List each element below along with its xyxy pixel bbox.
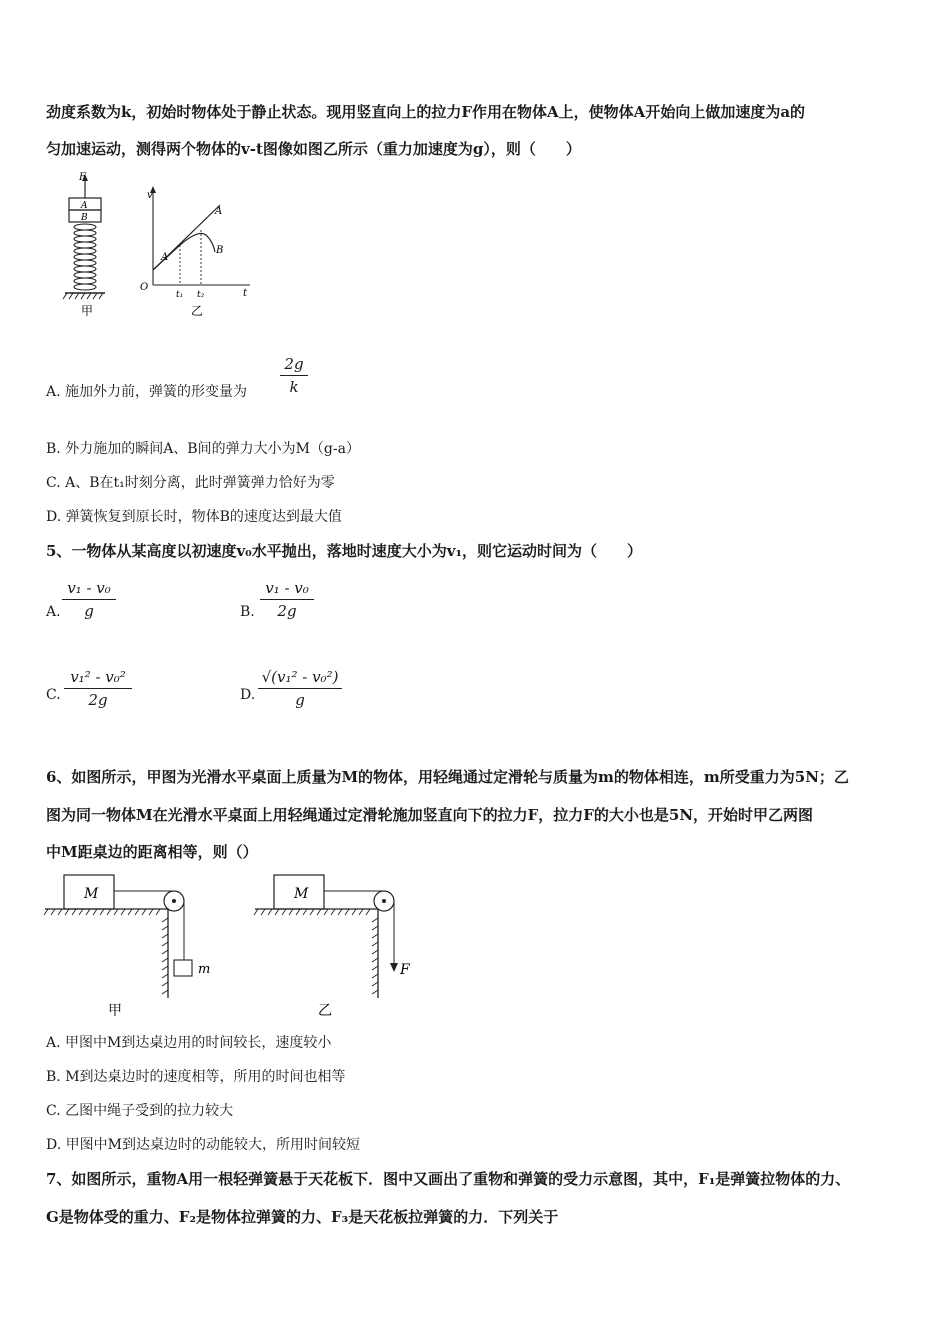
- fig-label-F: F: [79, 172, 86, 183]
- q6-option-c: C. 乙图中绳子受到的拉力较大: [46, 1103, 234, 1119]
- q5-option-d-denominator: g: [295, 691, 305, 709]
- q6-fig-right-F: F: [400, 962, 410, 978]
- q4-option-a-denominator: k: [289, 378, 299, 396]
- q4-option-b: B. 外力施加的瞬间A、B间的弹力大小为M（g-a）: [46, 441, 360, 457]
- q5-option-a-label: A.: [46, 604, 61, 620]
- q5-option-b-numerator: v₁ - v₀: [265, 579, 309, 597]
- q4-option-a-numerator: 2g: [284, 355, 304, 373]
- q6-fig-right-M: M: [294, 886, 309, 902]
- q6-option-a: A. 甲图中M到达桌边用的时间较长，速度较小: [46, 1035, 332, 1051]
- q4-stem-line1: 劲度系数为k，初始时物体处于静止状态。现用竖直向上的拉力F作用在物体A上，使物体A开始向上做加速度为a的: [46, 103, 806, 121]
- q4-stem-line2: 匀加速运动，测得两个物体的v-t图像如图乙所示（重力加速度为g），则（ ）: [46, 140, 581, 158]
- q5-option-a-numerator: v₁ - v₀: [67, 579, 111, 597]
- q5-option-c-denominator: 2g: [88, 691, 108, 709]
- q6-fig-left-m: m: [198, 962, 211, 977]
- fig-label-t: t: [243, 288, 248, 299]
- fig-label-O: O: [140, 282, 149, 293]
- fig-label-yi: 乙: [191, 304, 204, 318]
- q5-option-a-fraction: [62, 578, 116, 621]
- fig-label-A-block: A: [81, 201, 88, 211]
- fig-label-t2: t₂: [197, 290, 205, 300]
- fig-label-v: v: [147, 190, 153, 201]
- q6-option-d: D. 甲图中M到达桌边时的动能较大，所用时间较短: [46, 1137, 360, 1153]
- q4-figure: [55, 170, 270, 320]
- fig-label-A-line: A: [215, 206, 223, 217]
- q7-stem-line1: 7、如图所示，重物A用一根轻弹簧悬于天花板下．图中又画出了重物和弹簧的受力示意图，其中，F₁是弹簧拉物体的力、: [46, 1170, 851, 1188]
- q6-option-b: B. M到达桌边时的速度相等，所用的时间也相等: [46, 1069, 346, 1085]
- fig-label-t1: t₁: [176, 290, 184, 300]
- q4-option-a: A. 施加外力前，弹簧的形变量为: [46, 384, 248, 400]
- q5-option-c-fraction: [64, 667, 132, 710]
- q5-option-b-denominator: 2g: [277, 602, 297, 620]
- fig-label-jia: 甲: [81, 304, 94, 318]
- q6-fig-right-label: 乙: [318, 1003, 332, 1019]
- q5-option-c-numerator: v₁² - v₀²: [70, 668, 126, 686]
- fig-label-B-block: B: [81, 213, 88, 223]
- q5-option-b-label: B.: [240, 604, 255, 620]
- q5-option-c-label: C.: [46, 687, 61, 703]
- q5-option-b-fraction: [260, 578, 314, 621]
- q5-option-d-numerator: √(v₁² - v₀²): [261, 668, 339, 686]
- q5-option-d-fraction: [258, 667, 342, 710]
- q6-figure: [40, 870, 440, 1020]
- q4-option-a-fraction: [280, 354, 308, 397]
- q6-stem-line2: 图为同一物体M在光滑水平桌面上用轻绳通过定滑轮施加竖直向下的拉力F，拉力F的大小也是5N，开始时甲乙两图: [46, 806, 814, 824]
- q5-option-a-denominator: g: [84, 602, 94, 620]
- q4-option-c: C. A、B在t₁时刻分离，此时弹簧弹力恰好为零: [46, 475, 335, 491]
- q6-fig-left-M: M: [84, 886, 99, 902]
- q4-option-d: D. 弹簧恢复到原长时，物体B的速度达到最大值: [46, 509, 342, 525]
- q7-stem-line2: G是物体受的重力、F₂是物体拉弹簧的力、F₃是天花板拉弹簧的力．下列关于: [46, 1208, 559, 1226]
- q6-fig-left-label: 甲: [108, 1003, 122, 1019]
- q6-stem-line1: 6、如图所示，甲图为光滑水平桌面上质量为M的物体，用轻绳通过定滑轮与质量为m的物体相连，m所受重力为5N；乙: [46, 768, 849, 786]
- q5-option-d-label: D.: [240, 687, 256, 703]
- q5-stem: 5、一物体从某高度以初速度v₀水平抛出，落地时速度大小为v₁，则它运动时间为（ ）: [46, 542, 643, 560]
- fig-label-A-lower: A: [161, 252, 169, 263]
- fig-label-B-curve: B: [216, 245, 224, 256]
- q6-stem-line3: 中M距桌边的距离相等，则（）: [46, 843, 258, 861]
